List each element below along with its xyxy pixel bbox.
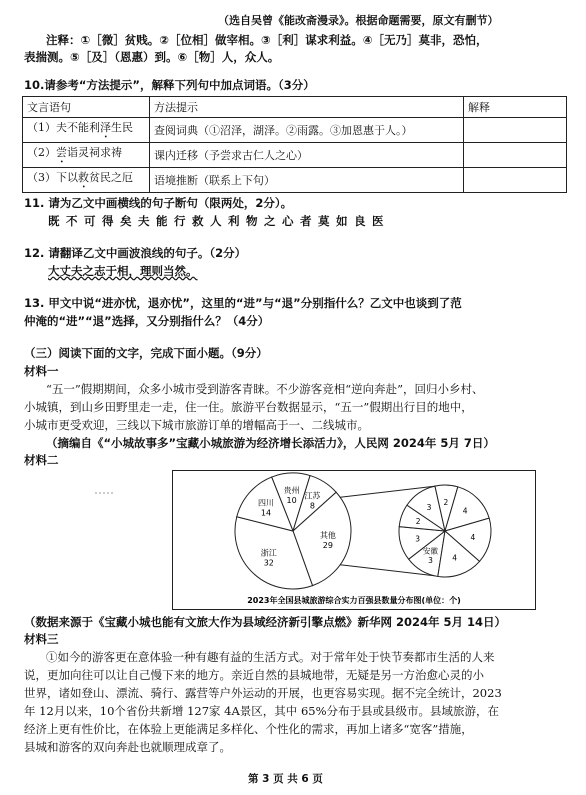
chart-title: 2023年全国县城旅游综合实力百强县数量分布图(单位：个) (247, 596, 461, 605)
material-3-line: 年 12月以来，10个省份共新增 127家 4A景区，其中 65%分布于县或县级市。县域旅游，在 (24, 704, 500, 718)
material-1-line: 小城镇，到山乡田野里走一走，住一住。旅游平台数据显示，“五一”假期出行目的地中， (24, 400, 473, 414)
secondary-pie-slice-value: 4 (470, 532, 476, 542)
secondary-pie-slice-value: 3 (426, 503, 432, 513)
q11-title: 11. 请为乙文中画横线的句子断句（限两处，2分）。 (24, 196, 293, 210)
main-pie-slice-label: 四川 (257, 498, 274, 508)
q10-title: 10.请参考“方法提示”，解释下列句中加点词语。（3分） (24, 78, 315, 92)
main-pie-slice-label: 贵州 (283, 486, 300, 496)
secondary-pie-slice-value: 3 (415, 534, 421, 544)
answer-cell[interactable] (464, 118, 567, 143)
material-1-source: （摘编自《“小城故事多”宝藏小城旅游为经济增长添活力》，人民网 2024年 5月 7日） (46, 436, 495, 450)
notes-line-1: 注释：①［微］贫贱。②［位相］做宰相。③［利］谋求利益。④［无乃］莫非，恐怕， (46, 33, 488, 47)
main-pie-slice-label: 江苏 (304, 491, 321, 501)
table-row (23, 118, 567, 143)
sentence-cell: （2）尝诣灵祠求祷 (23, 143, 150, 168)
material-3-line: ①如今的游客更在意体验一种有趣有益的生活方式。对于常年处于快节奏都市生活的人来 (46, 650, 495, 664)
main-pie (235, 473, 351, 589)
secondary-pie-slice-value: 4 (462, 506, 468, 516)
material-2-source: （数据来源于《宝藏小城也能有文旅大作为县域经济新引擎点燃》新华网 2024年 5月 14日） (24, 615, 507, 629)
hint-cell: 语境推断（联系上下句） (150, 168, 464, 193)
table-row (23, 168, 567, 193)
main-pie-slice-label: 浙江 (260, 548, 277, 558)
material-3-line: 县城和游客的双向奔赴也就顺理成章了。 (24, 740, 231, 754)
material-3-line: 世界，诸如登山、漂流、骑行、露营等户外运动的开展，也更容易实现。据不完全统计，2023 (24, 686, 502, 700)
secondary-pie-slice-value: 2 (443, 498, 449, 508)
hint-cell: 查阅词典（①沼泽，湖泽。②雨露。③加恩惠于人。） (150, 118, 464, 143)
secondary-pie (399, 485, 491, 577)
page-footer: 第 3 页 共 6 页 (248, 773, 323, 785)
main-pie-slice-value: 10 (286, 496, 297, 506)
material-1-line: 小城市更受欢迎，三线以下城市旅游订单的增幅高于一、二线城市。 (24, 418, 369, 432)
material-1-line: “五一”假期期间，众多小城市受到游客青睐。不少游客竞相“逆向奔赴”，回归小乡村、 (46, 382, 484, 396)
q12-title: 12. 请翻译乙文中画波浪线的句子。（2分） (24, 246, 247, 260)
q10-table (22, 96, 567, 193)
table-header: 解释 (464, 97, 567, 118)
notes-line-2: 表揣测。⑤［及］（恩惠）到。⑥［物］人，众人。 (24, 50, 280, 64)
secondary-pie-slice-value: 3 (428, 556, 433, 566)
q12-sentence: 大丈夫之志于相，理则当然。 (48, 264, 198, 278)
material-1-label: 材料一 (24, 364, 59, 378)
material-3-line: 说，更加向往可以让自己慢下来的地方。亲近自然的县城地带，无疑是另一方治愈心灵的小 (24, 668, 484, 682)
sentence-cell: （3）下以救贫民之厄 (23, 168, 150, 193)
hint-cell: 课内迁移（予尝求古仁人之心） (150, 143, 464, 168)
main-pie-slice-value: 8 (309, 501, 315, 511)
table-header: 文言语句 (23, 97, 150, 118)
secondary-pie-slice-value: 4 (452, 553, 458, 563)
q13-line-2: 仲淹的“进”“退”选择，又分别指什么？（4分） (24, 314, 270, 328)
table-row (23, 143, 567, 168)
scan-mark (95, 490, 115, 496)
secondary-pie-slice-value: 2 (415, 517, 421, 527)
secondary-pie-slice-label: 安徽 (422, 546, 438, 556)
answer-cell[interactable] (464, 168, 567, 193)
material-3-line: 经济上更有性价比，在体验上更能满足多样化、个性化的需求，再加上诸多“宽客”措施， (24, 722, 473, 736)
answer-cell[interactable] (464, 143, 567, 168)
source-note: （选自吴曾《能改斋漫录》。根据命题需要，原文有删节） (218, 14, 499, 27)
material-3-label: 材料三 (24, 632, 59, 646)
table-header-row (23, 97, 567, 118)
main-pie-slice-label: 其他 (319, 530, 336, 540)
sentence-cell: （1）夫不能利泽生民 (23, 118, 150, 143)
table-header: 方法提示 (150, 97, 464, 118)
section-3-title: （三）阅读下面的文字，完成下面小题。（9分） (24, 346, 268, 360)
material-2-label: 材料二 (24, 453, 59, 467)
q13-line-1: 13. 甲文中说“进亦忧，退亦忧”，这里的“进”与“退”分别指什么？乙文中也谈到了范 (24, 296, 462, 310)
pie-chart-frame (172, 470, 536, 610)
main-pie-slice-value: 29 (322, 540, 333, 550)
main-pie-slice-value: 32 (263, 558, 274, 568)
q11-sentence: 既不可得矣夫能行救人利物之心者莫如良医 (48, 214, 390, 228)
main-pie-slice-value: 14 (260, 508, 272, 518)
pie-chart (173, 471, 535, 609)
